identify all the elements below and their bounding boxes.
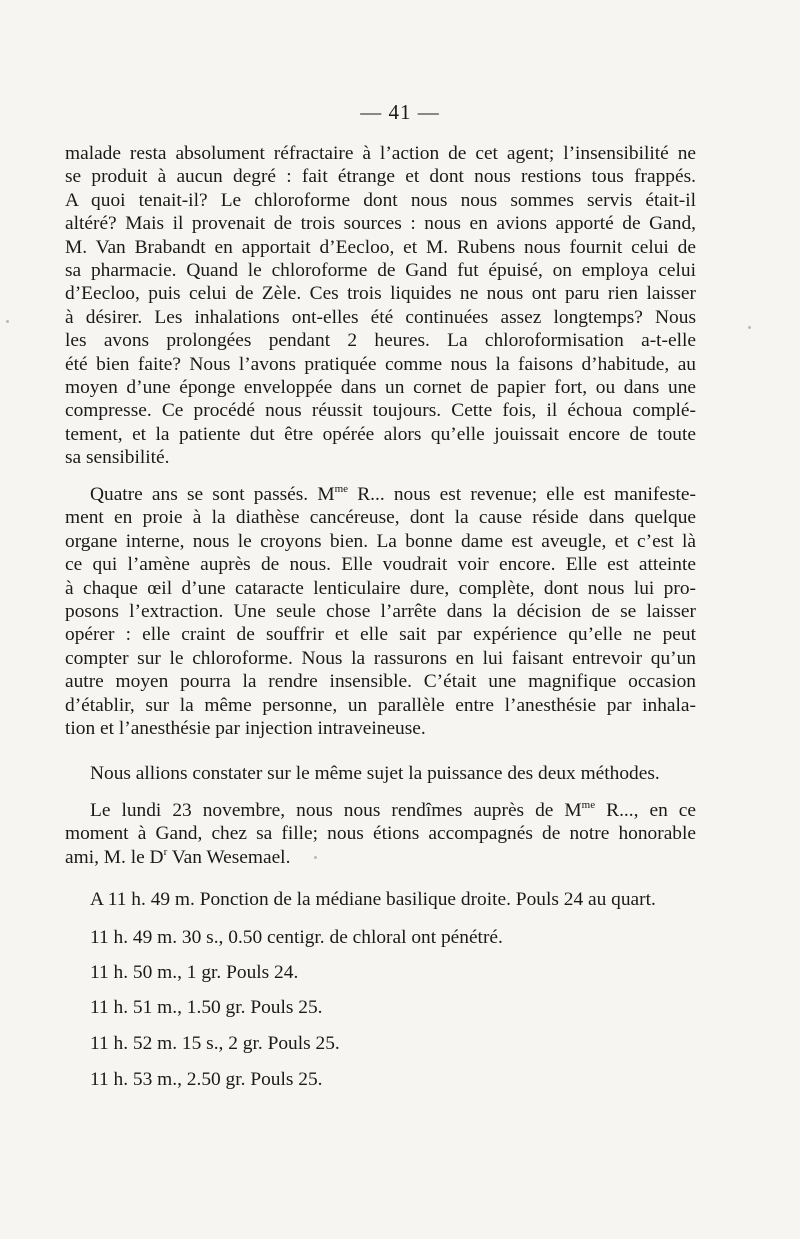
log-entry: 11 h. 51 m., 1.50 gr. Pouls 25. [90,997,323,1018]
text-line [65,846,696,869]
text-line: malade resta absolument réfractaire à l’action de cet agent; l’insensibilité ne [65,143,696,164]
text-line: les avons prolongées pendant 2 heures. La chloroformisation a-t-elle [65,330,696,352]
text-line: se produit à aucun degré : fait étrange et dont nous restions tous frappés. [65,166,696,188]
text-segment: R..., en ce [595,800,696,821]
superscript: me [581,799,596,811]
text-line: moyen d’une éponge enveloppée dans un cornet de papier fort, ou dans une [65,377,696,399]
paragraph-1 [65,142,696,470]
text-line: altéré? Mais il provenait de trois sources : nous en avions apporté de Gand, [65,213,696,235]
text-line [65,799,696,822]
paragraph-3 [65,762,696,785]
log-entry: 11 h. 52 m. 15 s., 2 gr. Pouls 25. [90,1033,340,1054]
text-segment: R... nous est revenue; elle est manifeste- [348,484,696,505]
text-line: autre moyen pourra la rendre insensible. C’était une magnifique occasion [65,671,696,693]
paper-speck [6,320,9,323]
text-line: A quoi tenait-il? Le chloroforme dont nous nous sommes servis était-il [65,189,696,211]
text-line: compresse. Ce procédé nous réussit toujours. Cette fois, il échoua complé- [65,400,696,422]
text-line: d’Eecloo, puis celui de Zèle. Ces trois liquides ne nous ont paru rien laisser [65,283,696,305]
text-line: tement, et la patiente dut être opérée alors qu’elle jouissait encore de toute [65,423,696,445]
text-segment: Van Wesemael. [167,846,291,868]
text-line: compter sur le chloroforme. Nous la rassurons en lui faisant entrevoir qu’un [65,647,696,669]
log-entry: A 11 h. 49 m. Ponction de la médiane basilique droite. Pouls 24 au quart. [90,889,656,910]
text-line: sa pharmacie. Quand le chloroforme de Gand fut épuisé, on employa celui [65,260,696,282]
text-line: été bien faite? Nous l’avons pratiquée comme nous la faisons d’habitude, au [65,353,696,375]
log-entry: 11 h. 53 m., 2.50 gr. Pouls 25. [90,1069,323,1090]
log-entry: 11 h. 49 m. 30 s., 0.50 centigr. de chloral ont pénétré. [90,927,503,948]
text-line [65,483,696,506]
text-segment: Quatre ans se sont passés. M [90,484,335,505]
text-segment: ami, M. le D [65,846,164,868]
text-line: sa sensibilité. [65,447,170,469]
superscript: me [334,483,349,495]
text-line: à désirer. Les inhalations ont-elles été continuées assez longtemps? Nous [65,306,696,328]
text-line: moment à Gand, chez sa fille; nous étions accompagnés de notre honorable [65,823,696,845]
superscript: r [163,845,168,858]
text-line: ment en proie à la diathèse cancéreuse, dont la cause réside dans quelque [65,507,696,529]
text-line: organe interne, nous le croyons bien. La bonne dame est aveugle, et c’est là [65,530,696,552]
paper-speck [748,326,751,329]
text-segment: Le lundi 23 novembre, nous nous rendîmes auprès de M [90,800,582,821]
page-number: — 41 — [360,100,440,124]
paragraph-2 [65,483,696,740]
text-line: posons l’extraction. Une seule chose l’arrête dans la décision de se laisser [65,601,696,623]
paper-speck [314,856,317,859]
text-line: M. Van Brabandt en apportait d’Eecloo, et M. Rubens nous fournit celui de [65,236,696,258]
text-line: tion et l’anesthésie par injection intraveineuse. [65,718,426,740]
text-line: opérer : elle craint de souffrir et elle sait par expérience qu’elle ne peut [65,624,696,646]
text-line: à chaque œil d’une cataracte lenticulaire dure, complète, dont nous lui pro- [65,577,696,599]
text-line: Nous allions constater sur le même sujet la puissance des deux méthodes. [90,763,660,784]
log-entry: 11 h. 50 m., 1 gr. Pouls 24. [90,962,299,983]
text-line: d’établir, sur la même personne, un parallèle entre l’anesthésie par inhala- [65,694,696,716]
paragraph-4 [65,799,696,869]
text-line: ce qui l’amène auprès de nous. Elle voudrait voir encore. Elle est atteinte [65,554,696,576]
